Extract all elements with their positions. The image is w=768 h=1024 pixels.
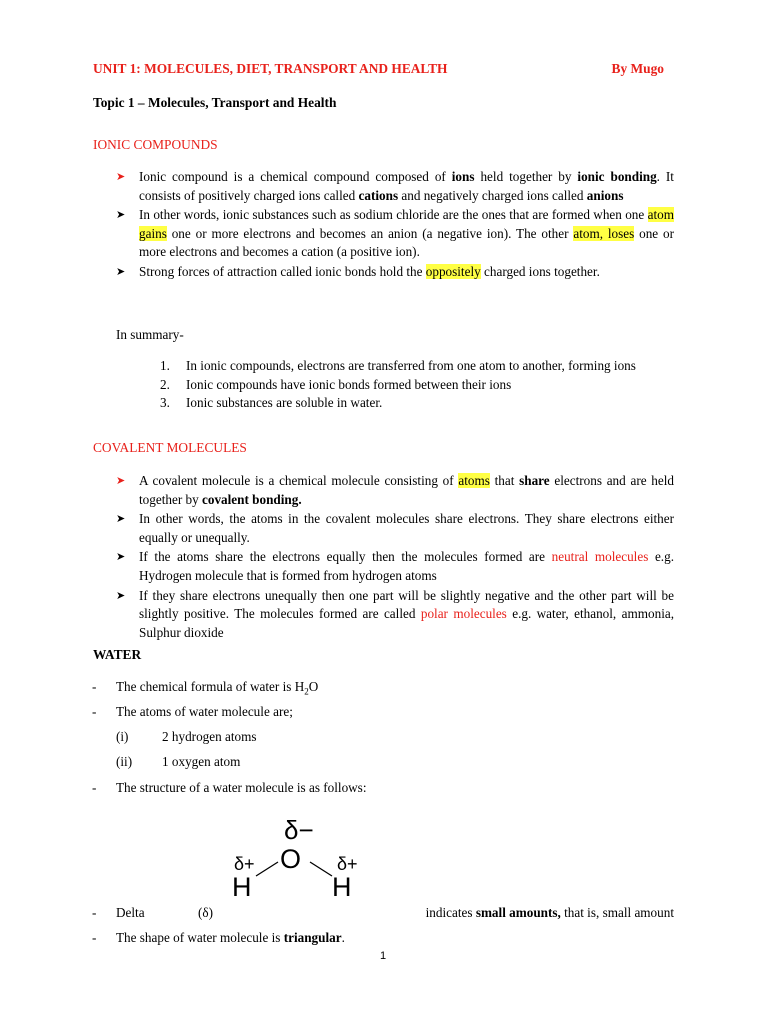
list-item: ➤ If the atoms share the electrons equally then the molecules formed are neutral molecules e.g. Hydrogen molecule that is formed from hydrogen atoms	[116, 549, 674, 583]
arrow-bullet-icon: ➤	[116, 209, 126, 222]
hydrogen-right-label: H	[332, 872, 352, 902]
delta-plus-left-label: δ+	[234, 854, 255, 874]
document-title	[93, 61, 668, 77]
list-item: ➤ In other words, the atoms in the covalent molecules share electrons. They share electrons either equally or unequally.	[116, 511, 674, 545]
arrow-bullet-icon: ➤	[116, 513, 126, 526]
list-item: 2. Ionic compounds have ionic bonds formed between their ions	[160, 376, 512, 392]
summary-list	[160, 357, 674, 413]
topic-title: Topic 1 – Molecules, Transport and Health	[93, 95, 337, 110]
list-item: ➤ Strong forces of attraction called ionic bonds hold the oppositely charged ions together.	[116, 263, 674, 282]
delta-plus-right-label: δ+	[337, 854, 358, 874]
arrow-bullet-icon: ➤	[116, 475, 126, 487]
author: By Mugo	[611, 61, 664, 76]
summary-label: In summary-	[116, 327, 184, 342]
bond-left	[256, 862, 278, 876]
hydrogen-left-label: H	[232, 872, 252, 902]
heading-ionic-compounds: IONIC COMPOUNDS	[93, 137, 218, 152]
bond-right	[310, 862, 332, 876]
oxygen-atom-label: O	[280, 844, 302, 874]
delta-minus-label: δ−	[284, 815, 314, 845]
arrow-bullet-icon: ➤	[116, 171, 126, 183]
page-number: 1	[380, 950, 387, 962]
list-item: ➤ If they share electrons unequally then one part will be slightly negative and the other part will be slightly positive. The molecules formed are called polar molecules e.g. water, ethanol, ammonia, Sulphur dioxide	[116, 587, 675, 640]
arrow-bullet-icon: ➤	[116, 265, 126, 278]
list-item: 1. In ionic compounds, electrons are transferred from one atom to another, forming ions	[160, 358, 636, 373]
water-molecule-diagram	[222, 812, 372, 902]
ionic-bullet-list	[116, 168, 674, 283]
arrow-bullet-icon: ➤	[116, 551, 126, 564]
arrow-bullet-icon: ➤	[116, 589, 126, 602]
list-item: ➤ A covalent molecule is a chemical molecule consisting of atoms that share electrons and are held together by covalent bonding.	[116, 473, 674, 507]
unit-title: UNIT 1: MOLECULES, DIET, TRANSPORT AND HEALTH	[93, 61, 448, 76]
list-item: ➤ Ionic compound is a chemical compound composed of ions held together by ionic bonding. It consists of positively charged ions called cations and negatively charged ions called anions	[116, 169, 674, 203]
list-item: ➤ In other words, ionic substances such as sodium chloride are the ones that are formed when one atom gains one or more electrons and becomes an anion (a negative ion). The other atom, loses one or more electrons and becomes a cation (a positive ion).	[116, 207, 674, 260]
delta-line: - Delta (δ) indicates small amounts, that is, small amount	[92, 905, 674, 920]
heading-water: WATER	[93, 647, 142, 662]
heading-covalent-molecules: COVALENT MOLECULES	[93, 440, 247, 455]
list-item: 3. Ionic substances are soluble in water.	[160, 395, 383, 411]
covalent-bullet-list	[116, 472, 674, 643]
